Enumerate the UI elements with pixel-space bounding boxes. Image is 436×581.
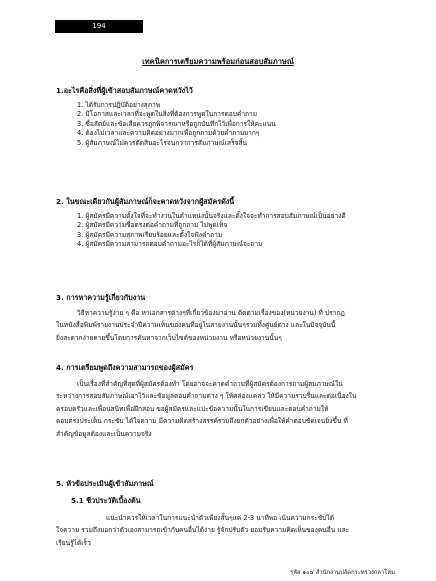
section-1-item: 1. ได้รับการปฏิบัติอย่างสุภาพ: [77, 101, 161, 109]
section-3: [56, 293, 401, 344]
section-1-item: 3. ซื่อสัตย์และข้อเสียควรถูกพิจารณาหรือถูกบันทึกไว้เพื่อการให้คะแนน: [77, 119, 276, 128]
section-3-heading: 3. การหาความรู้เกี่ยวกับงาน: [56, 293, 146, 302]
section-4-heading: 4. การเตรียมพูดถึงความสามารถของผู้สมัคร: [56, 363, 194, 372]
section-1-item: 4. ต้องไม่เวลาและความคิดอย่างมากเพื่อถูกถามด้วยคำถามยากๆ: [77, 129, 260, 138]
section-4-line: ตอบตรงประเด็น กระชับ ได้ใจความ มีความคิดสร้างสรรค์รวมถึงยกตัวอย่างเพื่อให้คำตอบชัดเจนยิ่งขึ้น ที่: [56, 417, 348, 426]
section-5-line: เรียนรู้ได้เร็ว: [56, 538, 91, 547]
section-4-line: ระหว่างการสอบสัมภาษณ์เอาไว้และข้อมูลตอบคำถามต่าง ๆ ให้คล่องแคล่ว ให้มีความราบรื่นและต่อเนื่องใน: [56, 392, 357, 401]
section-3-line: ยิ่งสะดวกง่ายดายขึ้นโดยการค้นหาจากเว็บไซต์ของหน่วยงาน หรือหน่วยงานนั้นๆ: [56, 333, 282, 342]
section-2-item: 2. ผู้สมัครมีความซื่อตรงต่อคำถามที่ถูกถาม ไม่พูดเท็จ: [77, 221, 228, 230]
section-2-item: 4. ผู้สมัครมีความสามารถตอบคำถามอะไรก็ได้ที่ผู้สัมภาษณ์จะถาม: [77, 240, 263, 249]
section-4-line: ครอบครัวและเพื่อนสนิทเพื่อฝึกสอบ ขอผู้สมัครและแปะข้อความนั้นในการเขียนและตอบคำถามให้: [56, 404, 329, 413]
section-2-item: 1. ผู้สมัครมีความตั้งใจที่จะทำงานในตำแหน่งนั้นจริงและตั้งใจจะทำการสอบสัมภาษณ์เป็นอย่างดี: [77, 212, 346, 220]
section-3-line: วิธีหาความรู้ง่าย ๆ คือ หาเอกสารต่างๆที่เกี่ยวข้องมาอ่าน ติดตามเรื่องของ(หน่วยงาน) ที่ ปรากฏ: [77, 309, 345, 317]
section-5-line: แนะนำควรให้เวลาในการแนะนำตัวเพียงสั้นๆแค่ 2-3 นาทีพอ เน้นความกระชับได้: [106, 514, 334, 522]
section-5-line: ใจความ รวมถึงบอกว่าตัวเองสามารถเข้ากับคนอื่นได้ง่าย รู้จักปรับตัว ยอมรับความคิดเห็นของคนอื่น และ: [56, 526, 350, 535]
section-4-line: เป็นเรื่องที่สำคัญที่สุดที่ผู้สมัครต้องทำ โดยอาจจะคาดคำถามที่ผู้สมัครต้องการถามผู้สมภาษณ์ใน: [77, 380, 343, 388]
section-4: [56, 363, 401, 440]
section-5-subheading: 5.1 ชีวประวัติเบื้องต้น: [71, 496, 141, 505]
section-2-heading: 2. ในขณะเดียวกันผู้สัมภาษณ์ก็จะคาดหวังจากผู้สมัครดังนี้: [56, 197, 235, 206]
section-1-item: 5. ผู้สัมภาษณ์ไม่ควรตัดสินอะไรจนกว่าการสัมภาษณ์เสร็จสิ้น: [77, 138, 248, 147]
section-5-heading: 5. หัวข้อประเมินผู้เข้าสัมภาษณ์: [56, 479, 154, 488]
section-1: [56, 86, 401, 148]
section-2: [56, 197, 401, 250]
section-1-item: 2. มีโอกาสและเวลาที่จะพูดในสิ่งที่ต้องการพูดในการตอบคำถาม: [77, 110, 258, 119]
section-5: [56, 479, 401, 549]
page-number: 194: [55, 20, 143, 33]
section-4-line: สำคัญข้อมูลต้องและเป็นความจริง: [56, 429, 152, 438]
section-2-item: 3. ผู้สมัครมีความสุภาพเรียบร้อยและตั้งใจฟังคำถาม: [77, 230, 223, 239]
page-footer: รหัส ๑๐๔ สำนักงานปลัดกระทรวงกลาโหม: [290, 570, 395, 576]
section-3-line: ในหนังสือพิมพ์รายงานประจำปีความเห็นของคนที่อยู่ในสายงานนั้นๆรวมทั้งศูนย์ต่าง และในปัจจุบันนี้: [56, 321, 336, 330]
document-title: เทคนิคการเตรียมความพร้อมก่อนสอบสัมภาษณ์: [142, 57, 294, 66]
section-1-heading: 1.อะไรคือสิ่งที่ผู้เข้าสอบสัมภาษณ์คาดหวังไว้: [56, 86, 193, 95]
